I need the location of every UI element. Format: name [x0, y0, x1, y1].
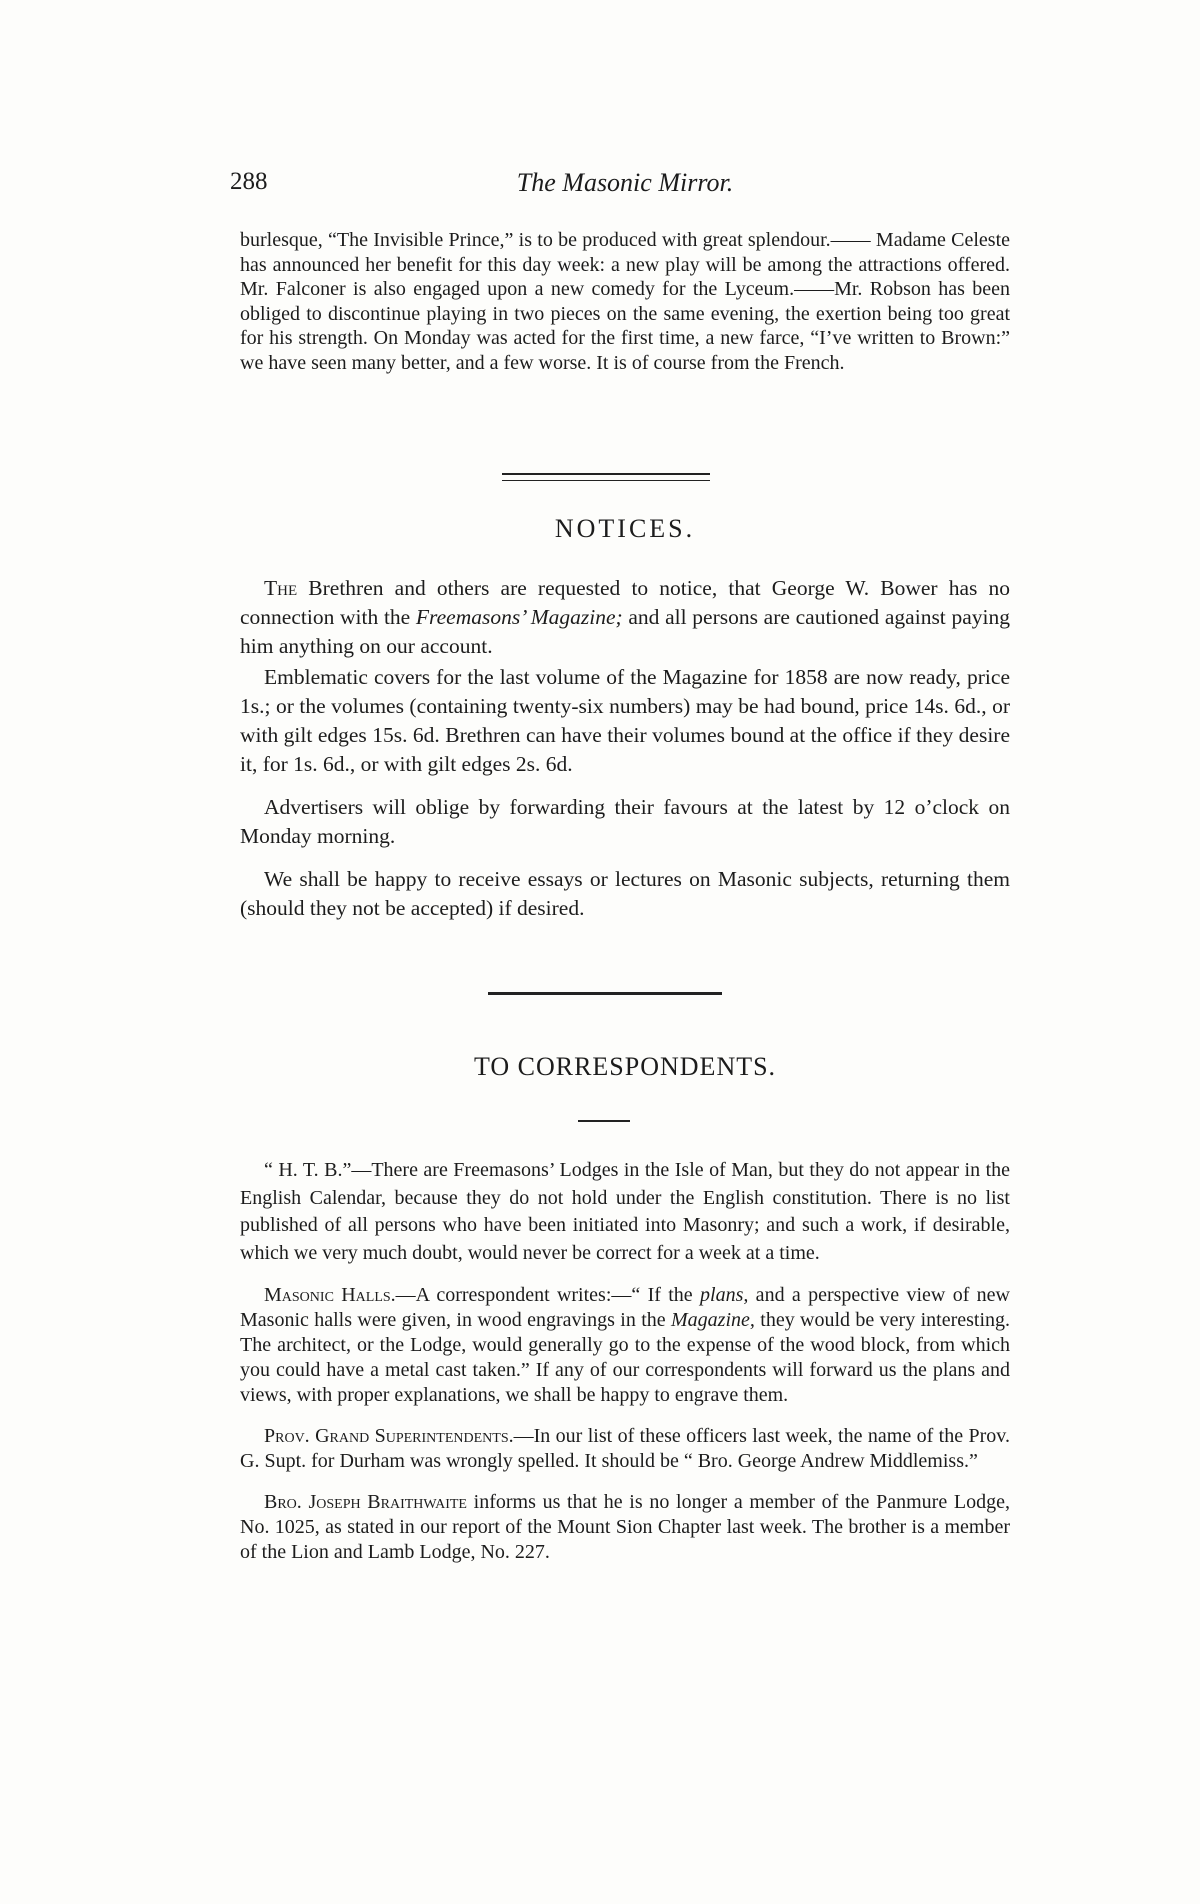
correspondents-heading: TO CORRESPONDENTS.: [473, 1052, 777, 1081]
correspondent-entry: [240, 1283, 1010, 1408]
entry-text: —In our list of these officers last week, the name of the Prov. G. Supt. for Durham was wrongly spelled. It should be “ Bro. George Andrew Middlemiss.”: [240, 1425, 1010, 1472]
entry-italic: plans,: [700, 1284, 749, 1306]
notice-text: and all persons are cautioned against paying him anything on our account.: [240, 605, 1010, 658]
entry-text: —A correspondent writes:—“ If the: [395, 1284, 701, 1306]
correspondent-entry: “ H. T. B.”—There are Freemasons’ Lodges in the Isle of Man, but they do not appear in the English Calendar, because they do not hold under the English constitution. There is no list published of all persons who have been initiated into Masonry; and such a work, if desirable, which we very much doubt, would never be correct for a week at a time.: [240, 1159, 1010, 1264]
entry-lead: Masonic Halls.: [264, 1284, 396, 1306]
notice-lead: The: [264, 576, 298, 600]
notices-section: [240, 574, 1010, 923]
notice-paragraph: [240, 574, 1010, 661]
short-rule: [578, 1120, 630, 1122]
intro-section: [240, 228, 1010, 375]
notice-paragraph: We shall be happy to receive essays or lectures on Masonic subjects, returning them (should they not be accepted) if desired.: [240, 867, 1010, 920]
correspondent-entry: [240, 1490, 1010, 1565]
notice-paragraph: Emblematic covers for the last volume of the Magazine for 1858 are now ready, price 1s.; or the volumes (containing twenty-six numbers) may be had bound, price 14s. 6d., or with gilt edges 15s. 6d. Brethren can have their volumes bound at the office if they desire it, for 1s. 6d., or with gilt edges 2s. 6d.: [240, 665, 1010, 776]
entry-text: informs us that he is no longer a member of the Panmure Lodge, No. 1025, as stated in our report of the Mount Sion Chapter last week. The brother is a member of the Lion and Lamb Lodge, No. 227.: [240, 1491, 1010, 1563]
divider-rule: [502, 480, 710, 481]
correspondents-section: [240, 1157, 1010, 1565]
magazine-title: Freemasons’ Magazine;: [415, 605, 623, 629]
divider-rule: [502, 473, 710, 475]
entry-lead: Bro. Joseph Braithwaite: [264, 1491, 467, 1513]
page-header: [230, 168, 1020, 208]
entry-italic: Magazine,: [671, 1309, 755, 1331]
notices-heading: NOTICES.: [554, 514, 696, 543]
notice-text: Brethren and others are requested to notice, that George W. Bower has no connection with the: [240, 576, 1010, 629]
notice-paragraph: Advertisers will oblige by forwarding their favours at the latest by 12 o’clock on Monday morning.: [240, 795, 1010, 848]
entry-lead: Prov. Grand Superintendents.: [264, 1425, 514, 1447]
page-number: 288: [230, 168, 268, 195]
running-title: The Masonic Mirror.: [516, 168, 734, 197]
divider-rule: [488, 992, 722, 995]
entry-text: they would be very interesting. The architect, or the Lodge, would generally go to the expense of the wood block, from which you could have a metal cast taken.” If any of our correspondents will forward us the plans and views, with proper explanations, we shall be happy to engrave them.: [240, 1309, 1010, 1406]
entry-text: and a perspective view of new Masonic halls were given, in wood engravings in the: [240, 1284, 1010, 1331]
correspondent-entry: [240, 1424, 1010, 1474]
intro-paragraph: burlesque, “The Invisible Prince,” is to be produced with great splendour.—— Madame Celeste has announced her benefit for this day week: a new play will be among the attractions offered. Mr. Falconer is also engaged upon a new comedy for the Lyceum.——Mr. Robson has been obliged to discontinue playing in two pieces on the same evening, the exertion being too great for his strength. On Monday was acted for the first time, a new farce, “I’ve written to Brown:” we have seen many better, and a few worse. It is of course from the French.: [240, 229, 1010, 374]
